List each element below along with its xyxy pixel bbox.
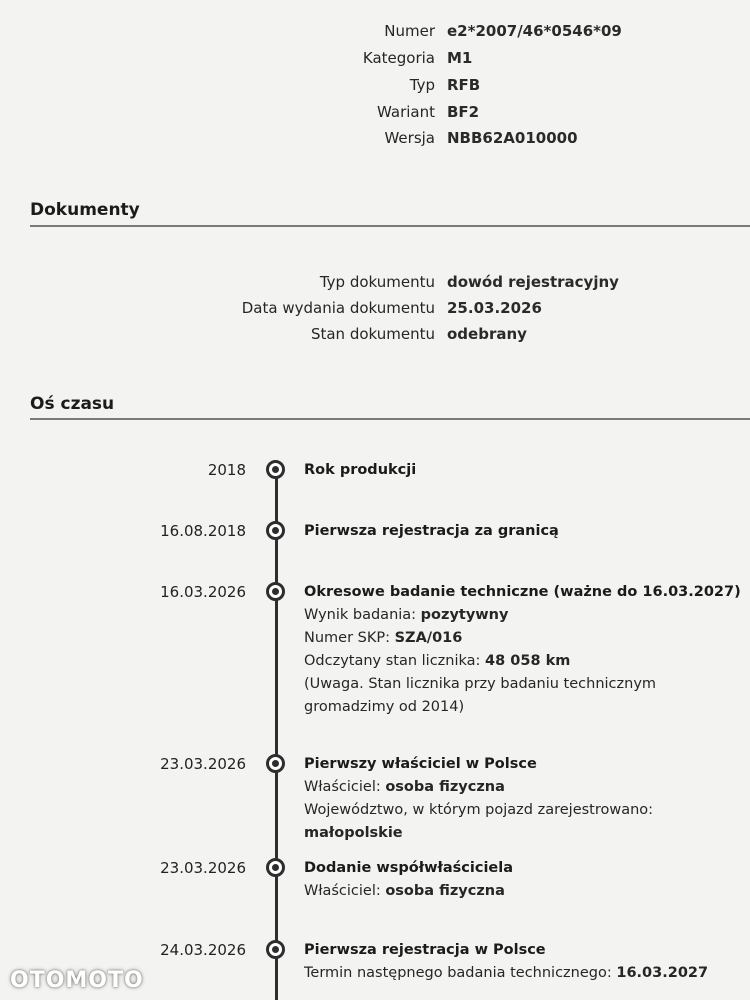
field-document-date (0, 299, 750, 325)
detail-value: pozytywny (420, 607, 509, 623)
detail-value: SZA/016 (394, 630, 463, 646)
detail-value: osoba fizyczna (385, 883, 505, 899)
detail-value: 48 058 km (485, 653, 571, 669)
event-title: Dodanie współwłaściciela (304, 860, 513, 876)
field-numer (0, 22, 750, 48)
field-value: RFB (447, 76, 481, 94)
detail-label: Wynik badania: (304, 607, 417, 623)
timeline-marker-icon (266, 858, 285, 877)
detail-value: małopolskie (304, 825, 403, 841)
field-document-status (0, 325, 750, 351)
section-divider (30, 418, 750, 420)
event-detail-owner (304, 776, 744, 799)
detail-value: 16.03.2027 (616, 965, 709, 981)
field-value: dowód rejestracyjny (447, 273, 619, 291)
section-title-documents: Dokumenty (30, 200, 140, 220)
detail-label: Właściciel: (304, 883, 381, 899)
watermark-logo: OTOMOTO (10, 968, 144, 993)
timeline-marker-icon (266, 582, 285, 601)
event-detail-skp (304, 627, 744, 650)
detail-value: osoba fizyczna (385, 779, 505, 795)
event-date: 16.03.2026 (160, 583, 246, 601)
field-value: NBB62A010000 (447, 129, 578, 147)
event-date: 16.08.2018 (160, 522, 246, 540)
field-wariant (0, 103, 750, 129)
field-value: e2*2007/46*0546*09 (447, 22, 622, 40)
field-label: Stan dokumentu (310, 325, 435, 343)
detail-label: Termin następnego badania technicznego: (304, 965, 612, 981)
field-value: 25.03.2026 (447, 299, 542, 317)
field-label: Typ (409, 76, 435, 94)
event-date: 24.03.2026 (160, 941, 246, 959)
section-divider (30, 225, 750, 227)
field-value: odebrany (447, 325, 527, 343)
detail-label: Numer SKP: (304, 630, 390, 646)
timeline-line (275, 470, 278, 1000)
event-date: 23.03.2026 (160, 859, 246, 877)
field-label: Wariant (377, 103, 435, 121)
field-kategoria (0, 49, 750, 75)
event-detail-owner (304, 880, 744, 903)
field-value: M1 (447, 49, 473, 67)
event-note: (Uwaga. Stan licznika przy badaniu technicznym gromadzimy od 2014) (304, 676, 657, 715)
event-date: 23.03.2026 (160, 755, 246, 773)
section-title-timeline: Oś czasu (30, 394, 115, 414)
event-title: Pierwszy właściciel w Polsce (304, 756, 537, 772)
event-detail-result (304, 604, 744, 627)
field-wersja (0, 129, 750, 155)
event-title: Rok produkcji (304, 462, 417, 478)
event-title: Pierwsza rejestracja w Polsce (304, 942, 546, 958)
field-label: Kategoria (362, 49, 435, 67)
field-label: Typ dokumentu (319, 273, 435, 291)
field-typ (0, 76, 750, 102)
detail-label: Odczytany stan licznika: (304, 653, 481, 669)
field-value: BF2 (447, 103, 480, 121)
event-title: Pierwsza rejestracja za granicą (304, 523, 559, 539)
event-title: Okresowe badanie techniczne (ważne do 16.03.2027) (304, 584, 741, 600)
detail-label: Właściciel: (304, 779, 381, 795)
timeline-marker-icon (266, 754, 285, 773)
timeline-marker-icon (266, 940, 285, 959)
field-label: Wersja (384, 129, 435, 147)
timeline-marker-icon (266, 521, 285, 540)
field-document-type (0, 273, 750, 299)
detail-label: Województwo, w którym pojazd zarejestrowano: (304, 802, 654, 818)
field-label: Numer (384, 22, 435, 40)
timeline-marker-icon (266, 460, 285, 479)
event-detail-odometer (304, 650, 744, 673)
event-date: 2018 (207, 461, 246, 479)
event-detail-inspection (304, 962, 744, 985)
field-label: Data wydania dokumentu (241, 299, 435, 317)
event-detail-region (304, 799, 744, 845)
